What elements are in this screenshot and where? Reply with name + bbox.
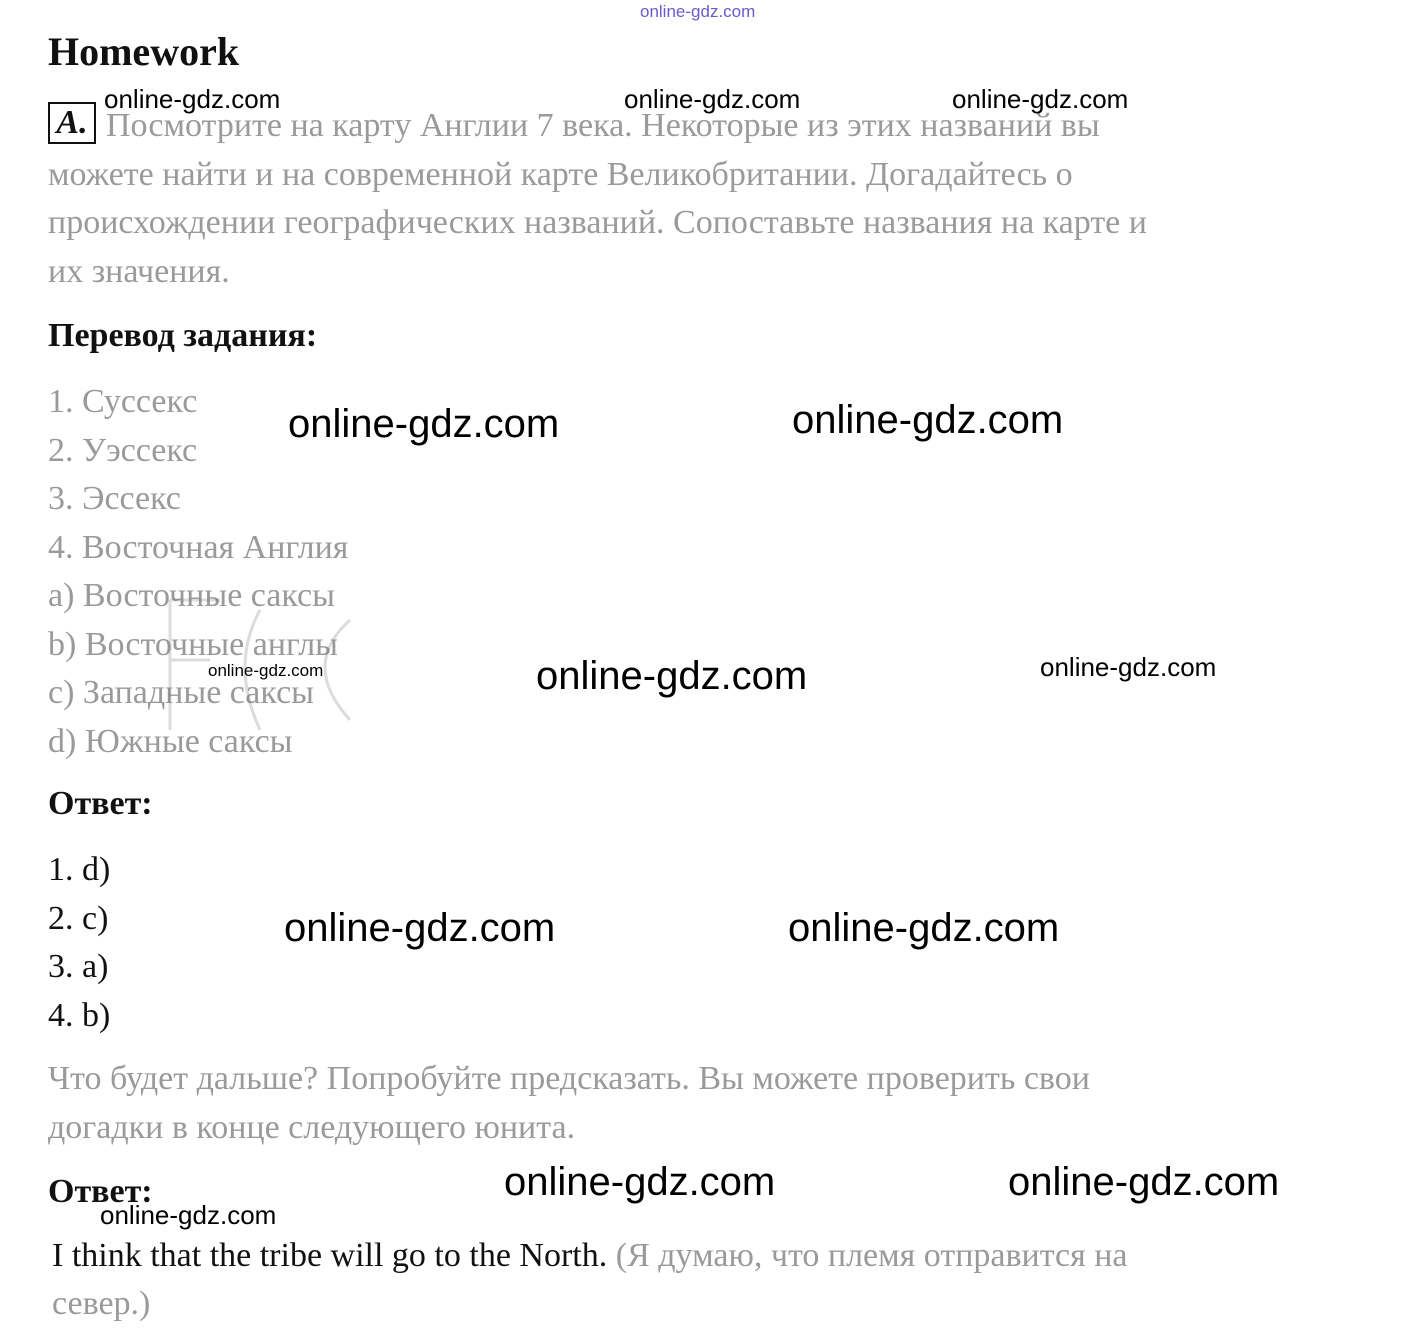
watermark-large: online-gdz.com [504,1160,776,1204]
task-text-line1: Посмотрите на карту Англии 7 века. Некоторые из этих названий вы [106,107,1100,144]
list-item: c) Западные саксы [48,674,315,711]
list-item: 4. Восточная Англия [48,528,349,566]
task-text-line3: происхождении географических названий. Сопоставьте названия на карте и [48,204,1147,241]
watermark-small: online-gdz.com [208,661,324,680]
watermark-large: online-gdz.com [536,654,808,698]
watermark-large: online-gdz.com [288,402,560,446]
answer-item: 2. c) [48,899,109,937]
answer-2-russian: (Я думаю, что племя отправится на [615,1237,1128,1274]
answer-heading-2: Ответ: [48,1173,153,1210]
task-text-line2: можете найти и на современной карте Великобритании. Догадайтесь о [48,155,1073,193]
watermark-small: online-gdz.com [624,84,801,114]
answer-2-english: I think that the tribe will go to the North. [52,1237,608,1274]
task-text-rest [48,151,1147,297]
answer-item: 4. b) [48,996,111,1034]
page-title: Homework [48,29,240,74]
watermark-small: online-gdz.com [104,84,281,114]
watermark-small: online-gdz.com [100,1200,277,1230]
list-item: 3. Эссекс [48,480,181,517]
answer-item: 3. a) [48,948,109,985]
answer-heading-1: Ответ: [48,785,153,822]
translation-heading: Перевод задания: [48,317,318,354]
list-item: a) Восточные саксы [48,577,335,614]
task-label: A. [48,102,96,144]
list-item: 1. Суссекс [48,383,198,420]
question-2-line2: догадки в конце следующего юнита. [48,1108,576,1146]
top-watermark: online-gdz.com [640,2,756,21]
task-text-line4: их значения. [48,252,230,290]
watermark-small: online-gdz.com [952,84,1129,114]
answer-2-line1 [52,1232,1128,1280]
answer-item: 1. d) [48,851,111,888]
watermark-large: online-gdz.com [284,906,556,950]
watermark-large: online-gdz.com [788,906,1060,950]
answer-2-line2: север.) [52,1285,151,1322]
answers-list [48,846,110,1040]
list-item: d) Южные саксы [48,722,293,760]
question-2 [48,1055,1090,1152]
list-item: 2. Уэссекс [48,431,198,469]
question-2-line1: Что будет дальше? Попробуйте предсказать. Вы можете проверить свои [48,1060,1090,1097]
watermark-large: online-gdz.com [1008,1160,1280,1204]
watermark-large: online-gdz.com [792,398,1064,442]
watermark-small: online-gdz.com [1040,652,1217,682]
list-item: b) Восточные англы [48,625,339,663]
